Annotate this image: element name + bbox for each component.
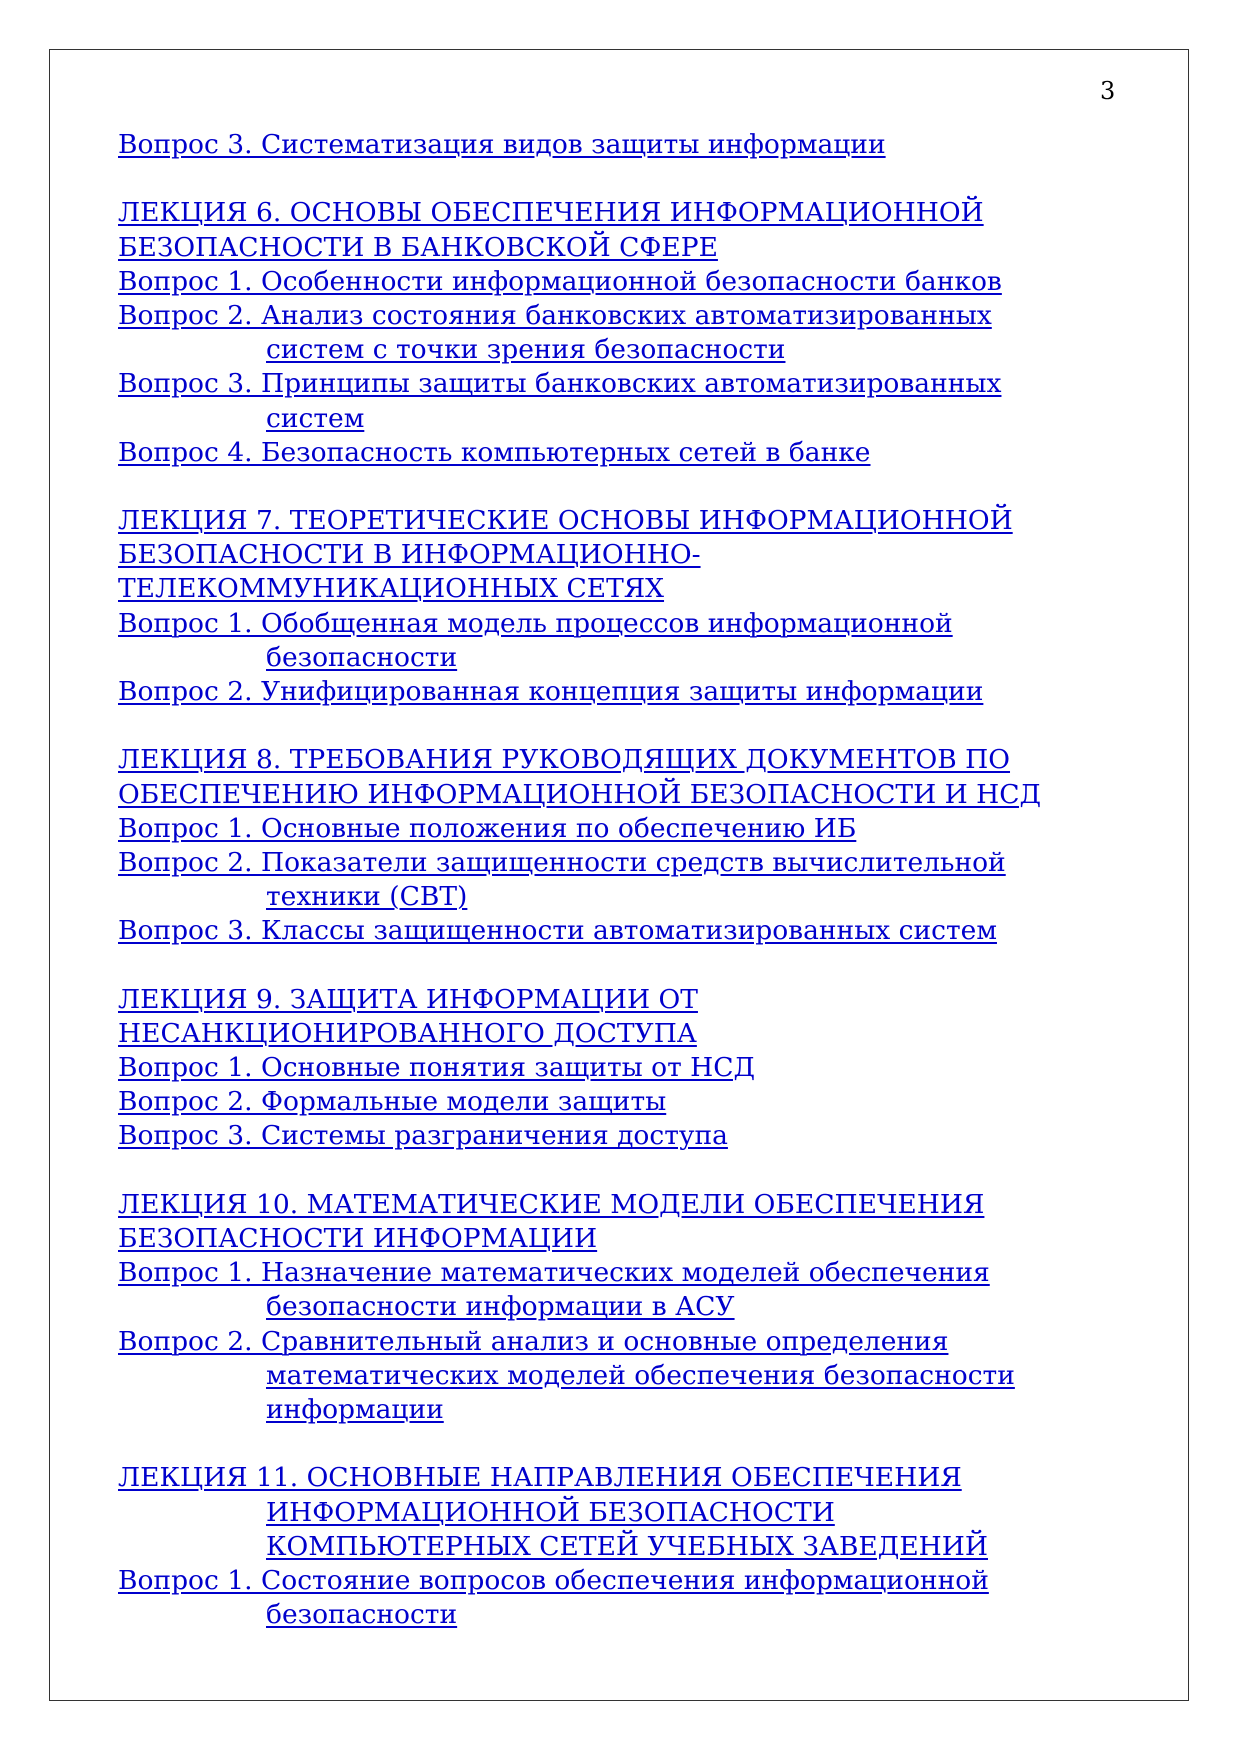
section-spacer [118, 470, 1118, 504]
toc-question-entry [118, 1256, 1118, 1324]
question-link[interactable]: Вопрос 3. Принципы защиты банковских автоматизированных [118, 368, 1002, 400]
toc-line [118, 1017, 1118, 1051]
toc-question-entry [118, 812, 1118, 846]
question-link[interactable]: Вопрос 1. Основные понятия защиты от НСД [118, 1052, 756, 1084]
question-link[interactable]: безопасности [266, 1599, 458, 1631]
question-link[interactable]: Вопрос 1. Основные положения по обеспечению ИБ [118, 812, 857, 844]
toc-line [118, 402, 1118, 436]
lecture-link[interactable]: ЛЕКЦИЯ 7. ТЕОРЕТИЧЕСКИЕ ОСНОВЫ ИНФОРМАЦИОННОЙ [118, 505, 1013, 537]
question-link[interactable]: Вопрос 1. Состояние вопросов обеспечения информационной [118, 1564, 989, 1596]
toc-question-entry [118, 265, 1118, 299]
toc-line [118, 1325, 1118, 1359]
question-link[interactable]: безопасности [266, 641, 458, 673]
toc-question-entry [118, 846, 1118, 914]
question-link[interactable]: Вопрос 1. Назначение математических моделей обеспечения [118, 1257, 990, 1289]
toc-lecture-entry [118, 504, 1118, 607]
toc-line [118, 128, 1118, 162]
lecture-link[interactable]: ЛЕКЦИЯ 9. ЗАЩИТА ИНФОРМАЦИИ ОТ [118, 983, 698, 1015]
toc-line [118, 1496, 1118, 1530]
toc-lecture-entry [118, 1461, 1118, 1564]
question-link[interactable]: Вопрос 3. Систематизация видов защиты информации [118, 129, 886, 160]
lecture-link[interactable]: БЕЗОПАСНОСТИ В ИНФОРМАЦИОННО- [118, 539, 701, 571]
toc-question-entry [118, 1119, 1118, 1153]
toc-lecture-entry [118, 196, 1118, 264]
toc-lecture-entry [118, 1188, 1118, 1256]
toc-line [118, 1119, 1118, 1153]
question-link[interactable]: Вопрос 2. Формальные модели защиты [118, 1086, 667, 1118]
toc-line [118, 538, 1118, 572]
lecture-link[interactable]: ЛЕКЦИЯ 8. ТРЕБОВАНИЯ РУКОВОДЯЩИХ ДОКУМЕНТОВ ПО [118, 744, 1011, 776]
toc-question-entry [118, 367, 1118, 435]
toc-line [118, 983, 1118, 1017]
toc-line [118, 1188, 1118, 1222]
toc-question-entry [118, 436, 1118, 470]
toc-line [118, 1290, 1118, 1324]
toc-question-entry [118, 675, 1118, 709]
question-link[interactable]: Вопрос 3. Системы разграничения доступа [118, 1120, 728, 1152]
question-link[interactable]: систем с точки зрения безопасности [266, 334, 786, 366]
toc-question-entry [118, 128, 1118, 162]
toc-line [118, 1598, 1118, 1632]
toc-line [118, 1256, 1118, 1290]
toc-question-entry [118, 1051, 1118, 1085]
section-spacer [118, 162, 1118, 196]
toc-line [118, 880, 1118, 914]
toc-question-entry [118, 1325, 1118, 1428]
question-link[interactable]: Вопрос 1. Обобщенная модель процессов информационной [118, 607, 953, 639]
toc-line [118, 1461, 1118, 1495]
lecture-link[interactable]: ОБЕСПЕЧЕНИЮ ИНФОРМАЦИОННОЙ БЕЗОПАСНОСТИ И НСД [118, 778, 1042, 810]
lecture-link[interactable]: ЛЕКЦИЯ 6. ОСНОВЫ ОБЕСПЕЧЕНИЯ ИНФОРМАЦИОННОЙ [118, 197, 984, 229]
question-link[interactable]: безопасности информации в АСУ [266, 1291, 735, 1323]
toc-line [118, 914, 1118, 948]
toc-line [118, 299, 1118, 333]
lecture-link[interactable]: НЕСАНКЦИОНИРОВАННОГО ДОСТУПА [118, 1017, 697, 1049]
section-spacer [118, 709, 1118, 743]
toc-line [118, 778, 1118, 812]
question-link[interactable]: Вопрос 2. Анализ состояния банковских автоматизированных [118, 299, 992, 331]
toc-question-entry [118, 914, 1118, 948]
toc-line [118, 1222, 1118, 1256]
question-link[interactable]: математических моделей обеспечения безопасности [266, 1359, 1015, 1391]
toc-line [118, 812, 1118, 846]
toc-lecture-entry [118, 743, 1118, 811]
question-link[interactable]: Вопрос 2. Унифицированная концепция защиты информации [118, 676, 984, 707]
question-link[interactable]: Вопрос 2. Сравнительный анализ и основные определения [118, 1325, 949, 1357]
toc-line [118, 504, 1118, 538]
question-link[interactable]: систем [266, 402, 365, 434]
toc-line [118, 572, 1118, 606]
toc-line [118, 1359, 1118, 1393]
section-spacer [118, 1427, 1118, 1461]
toc-question-entry [118, 1564, 1118, 1632]
toc-line [118, 196, 1118, 230]
toc-line [118, 231, 1118, 265]
toc-line [118, 675, 1118, 709]
lecture-link[interactable]: ТЕЛЕКОММУНИКАЦИОННЫХ СЕТЯХ [118, 573, 665, 605]
toc-question-entry [118, 299, 1118, 367]
question-link[interactable]: Вопрос 4. Безопасность компьютерных сетей в банке [118, 436, 871, 468]
toc-line [118, 1085, 1118, 1119]
question-link[interactable]: Вопрос 1. Особенности информационной безопасности банков [118, 265, 1002, 297]
page-number: 3 [1100, 77, 1116, 105]
lecture-link[interactable]: БЕЗОПАСНОСТИ В БАНКОВСКОЙ СФЕРЕ [118, 231, 718, 263]
lecture-link[interactable]: БЕЗОПАСНОСТИ ИНФОРМАЦИИ [118, 1223, 598, 1254]
toc-line [118, 607, 1118, 641]
toc-line [118, 1393, 1118, 1427]
toc-line [118, 436, 1118, 470]
section-spacer [118, 1154, 1118, 1188]
question-link[interactable]: информации [266, 1393, 444, 1425]
lecture-link[interactable]: ЛЕКЦИЯ 11. ОСНОВНЫЕ НАПРАВЛЕНИЯ ОБЕСПЕЧЕНИЯ [118, 1462, 962, 1494]
toc-line [118, 1051, 1118, 1085]
table-of-contents [118, 128, 1118, 1632]
toc-line [118, 743, 1118, 777]
lecture-link[interactable]: КОМПЬЮТЕРНЫХ СЕТЕЙ УЧЕБНЫХ ЗАВЕДЕНИЙ [266, 1530, 988, 1562]
toc-line [118, 641, 1118, 675]
toc-question-entry [118, 607, 1118, 675]
toc-line [118, 367, 1118, 401]
toc-line [118, 1564, 1118, 1598]
toc-question-entry [118, 1085, 1118, 1119]
question-link[interactable]: Вопрос 3. Классы защищенности автоматизированных систем [118, 915, 997, 947]
toc-line [118, 846, 1118, 880]
question-link[interactable]: Вопрос 2. Показатели защищенности средств вычислительной [118, 846, 1006, 878]
toc-lecture-entry [118, 983, 1118, 1051]
lecture-link[interactable]: ЛЕКЦИЯ 10. МАТЕМАТИЧЕСКИЕ МОДЕЛИ ОБЕСПЕЧЕНИЯ [118, 1188, 985, 1220]
lecture-link[interactable]: ИНФОРМАЦИОННОЙ БЕЗОПАСНОСТИ [266, 1496, 835, 1528]
question-link[interactable]: техники (СВТ) [266, 881, 468, 913]
toc-line [118, 265, 1118, 299]
toc-line [118, 333, 1118, 367]
toc-line [118, 1530, 1118, 1564]
section-spacer [118, 949, 1118, 983]
